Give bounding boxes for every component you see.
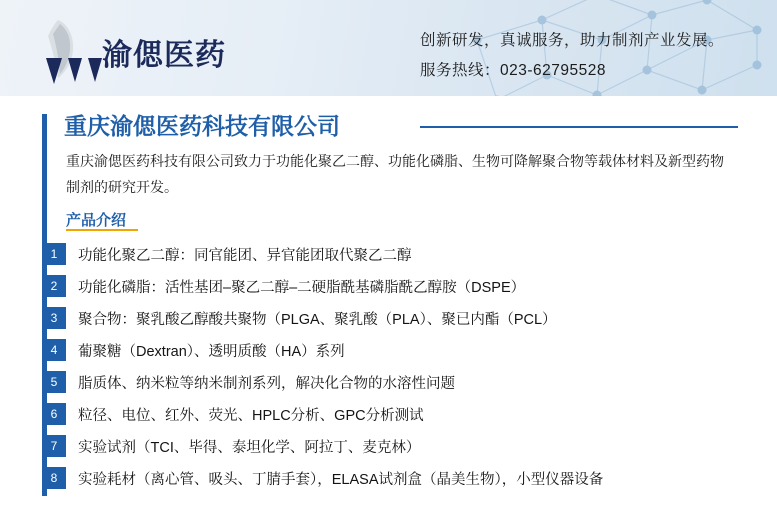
page-header	[0, 0, 777, 96]
list-item	[32, 462, 752, 494]
list-item	[32, 270, 752, 302]
section-title-products: 产品介绍	[66, 212, 127, 229]
header-slogan: 创新研发，真诚服务，助力制剂产业发展。	[420, 32, 725, 49]
list-item-label: 粒径、电位、红外、荧光、HPLC分析、GPC分析测试	[78, 407, 424, 424]
list-item-number: 2	[42, 275, 66, 297]
list-item-number: 8	[42, 467, 66, 489]
list-item-number: 4	[42, 339, 66, 361]
list-item-label: 葡聚糖（Dextran）、透明质酸（HA）系列	[78, 343, 345, 360]
list-item-number: 7	[42, 435, 66, 457]
company-intro: 重庆渝偲医药科技有限公司致力于功能化聚乙二醇、功能化磷脂、生物可降解聚合物等载体材料及新型药物制剂的研究开发。	[66, 153, 724, 195]
list-item-label: 聚合物：聚乳酸乙醇酸共聚物（PLGA、聚乳酸（PLA）、聚已内酯（PCL）	[78, 311, 557, 328]
logo-text: 渝偲医药	[102, 39, 226, 72]
product-list	[32, 238, 752, 494]
page-content	[0, 96, 777, 507]
list-item	[32, 238, 752, 270]
list-item	[32, 430, 752, 462]
title-divider	[420, 126, 738, 128]
header-hotline: 服务热线：023-62795528	[420, 62, 606, 79]
list-item-label: 实验试剂（TCI、毕得、泰坦化学、阿拉丁、麦克林）	[78, 439, 421, 456]
list-item-label: 实验耗材（离心管、吸头、丁腈手套），ELASA试剂盒（晶美生物），小型仪器设备	[78, 471, 604, 488]
list-item	[32, 366, 752, 398]
list-item	[32, 334, 752, 366]
list-item-number: 6	[42, 403, 66, 425]
list-item-number: 1	[42, 243, 66, 265]
company-logo	[40, 14, 240, 86]
list-item-number: 5	[42, 371, 66, 393]
section-title-underline	[66, 229, 138, 231]
list-item-number: 3	[42, 307, 66, 329]
list-item-label: 脂质体、纳米粒等纳米制剂系列，解决化合物的水溶性问题	[78, 375, 455, 392]
list-item-label: 功能化聚乙二醇：同官能团、异官能团取代聚乙二醇	[78, 247, 412, 264]
list-item-label: 功能化磷脂：活性基团–聚乙二醇–二硬脂酰基磷脂酰乙醇胺（DSPE）	[78, 279, 526, 296]
page-title: 重庆渝偲医药科技有限公司	[64, 113, 340, 139]
list-item	[32, 302, 752, 334]
list-item	[32, 398, 752, 430]
